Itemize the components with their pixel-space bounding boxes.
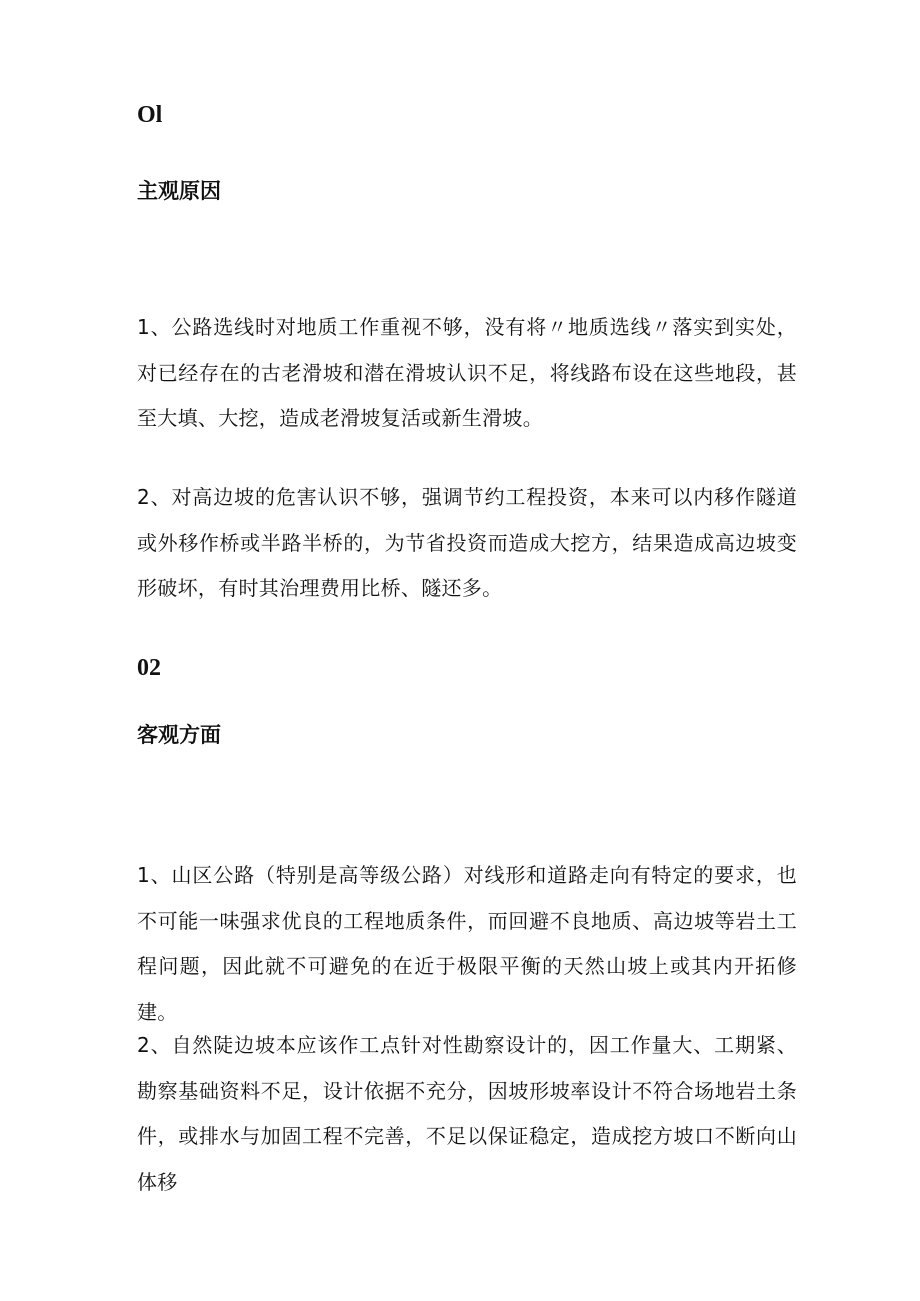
section-2-title: 客观方面: [137, 723, 221, 747]
section-1-paragraph-2: 2、对高边坡的危害认识不够，强调节约工程投资，本来可以内移作隧道或外移作桥或半路半桥的，为节省投资而造成大挖方，结果造成高边坡变形破坏，有时其治理费用比桥、隧还多。: [137, 485, 797, 600]
section-1-number: Ol: [137, 102, 163, 128]
section-2-paragraph-1: 1、山区公路（特别是高等级公路）对线形和道路走向有特定的要求，也不可能一味强求优良的工程地质条件，而回避不良地质、高边坡等岩土工程问题，因此就不可避免的在近于极限平衡的天然山坡上或其内开拓修建。: [137, 863, 797, 1024]
section-2-paragraph-2: 2、自然陡边坡本应该作工点针对性勘察设计的，因工作量大、工期紧、勘察基础资料不足，设计依据不充分，因坡形坡率设计不符合场地岩土条件，或排水与加固工程不完善，不足以保证稳定，造成挖方坡口不断向山体移: [137, 1033, 797, 1194]
section-1-title: 主观原因: [137, 179, 221, 203]
section-2-number: 02: [137, 655, 161, 681]
section-1-paragraph-1: 1、公路选线时对地质工作重视不够，没有将〃地质选线〃落实到实处，对已经存在的古老滑坡和潜在滑坡认识不足，将线路布设在这些地段，甚至大填、大挖，造成老滑坡复活或新生滑坡。: [137, 315, 797, 430]
